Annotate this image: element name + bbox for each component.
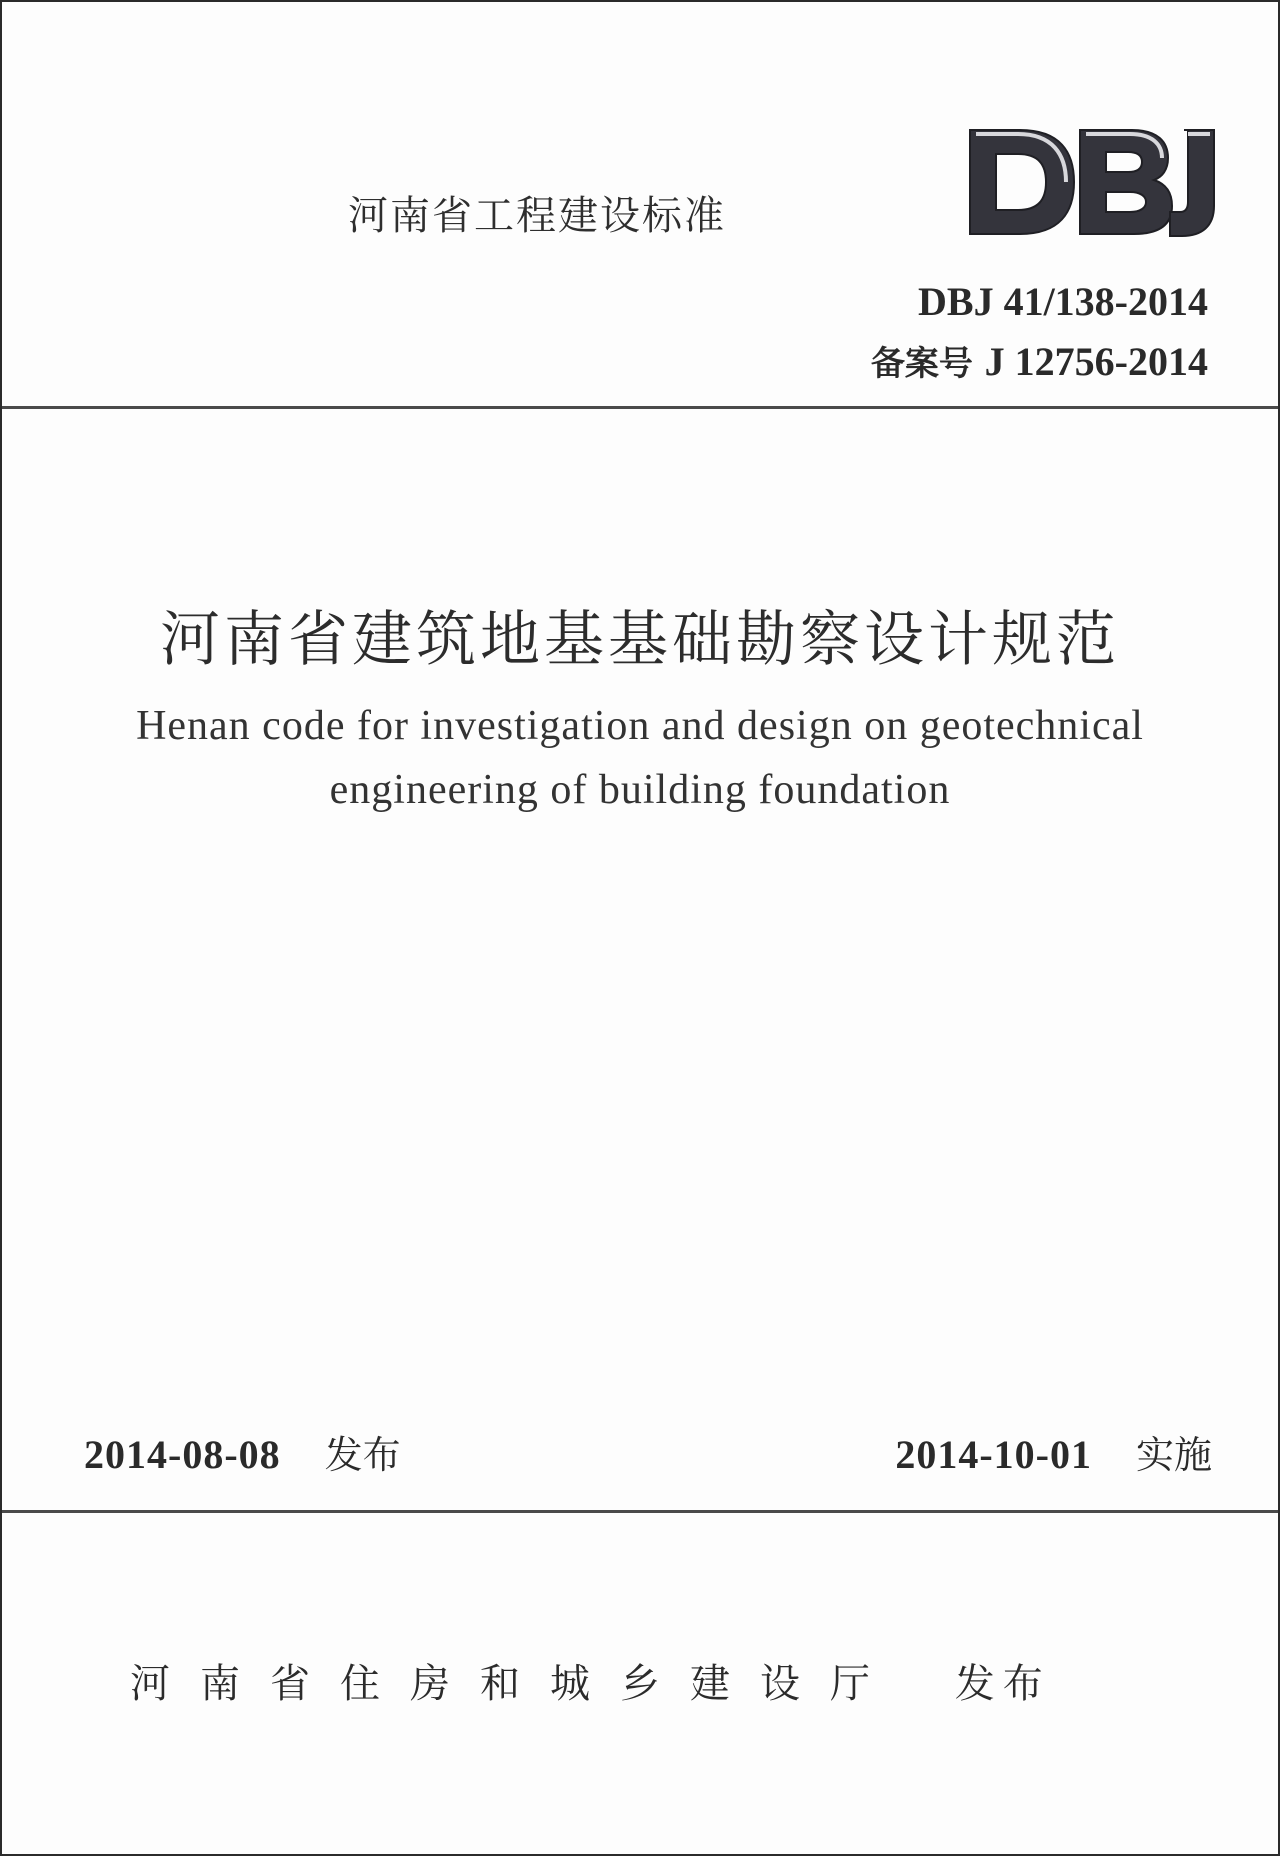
standard-number: DBJ 41/138-2014: [918, 279, 1208, 324]
english-title-line-2: engineering of building foundation: [329, 767, 951, 813]
publisher-action: 发布: [954, 1661, 1051, 1707]
bottom-divider: [2, 1510, 1278, 1513]
issue-date-block: [84, 1424, 401, 1479]
english-title: [2, 694, 1278, 822]
dbj-logo: [962, 120, 1218, 244]
issue-label: 发布: [324, 1433, 401, 1477]
english-title-line-1: Henan code for investigation and design on geotechnical: [136, 703, 1144, 749]
top-divider: [2, 406, 1278, 409]
effective-date-block: [895, 1424, 1212, 1479]
issue-date: 2014-08-08: [84, 1432, 281, 1477]
publisher-organization: 河南省住房和城乡建设厅: [130, 1661, 900, 1707]
filing-number-line: [871, 332, 1208, 394]
filing-label: 备案号: [870, 344, 973, 384]
effective-label: 实施: [1135, 1433, 1212, 1477]
filing-number: J 12756-2014: [984, 339, 1208, 384]
publisher-line: [130, 1652, 1051, 1709]
standard-series-label: 河南省工程建设标准: [348, 193, 726, 239]
standard-codes: [871, 272, 1208, 394]
chinese-title: 河南省建筑地基基础勘察设计规范: [160, 605, 1120, 675]
effective-date: 2014-10-01: [895, 1432, 1092, 1477]
